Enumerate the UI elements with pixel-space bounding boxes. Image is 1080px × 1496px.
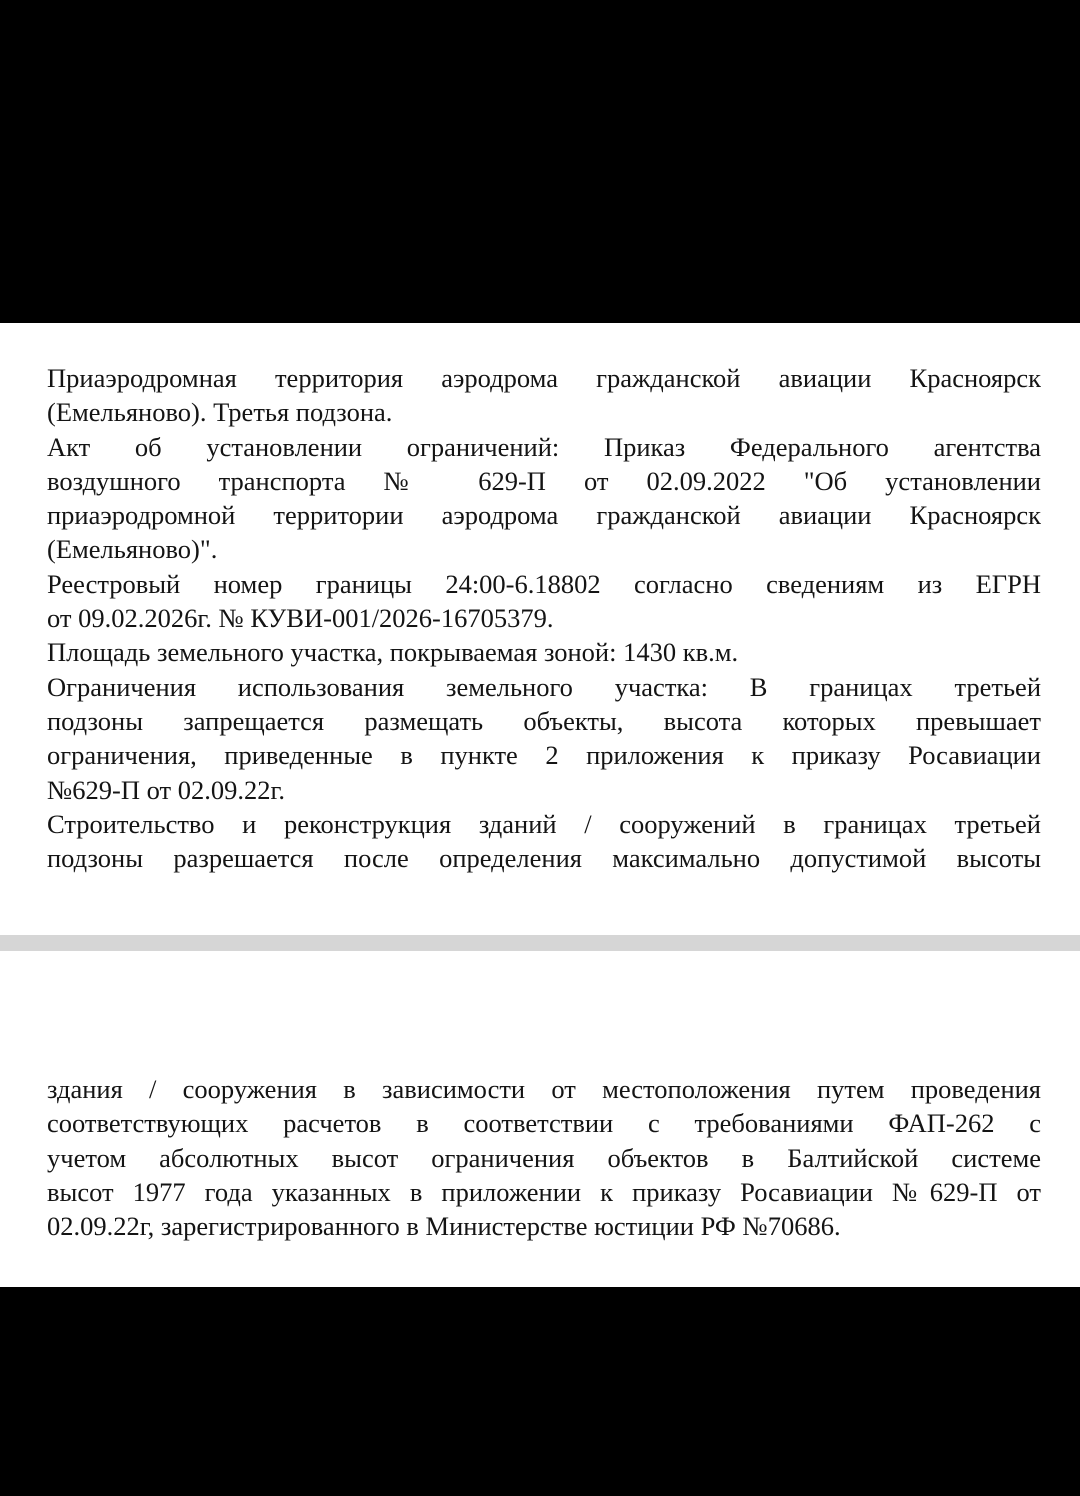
page-1-text (47, 361, 1041, 875)
text-line: №629-П от 02.09.22г. (47, 774, 285, 805)
document-page-2 (0, 951, 1080, 1287)
text-line: 02.09.22г, зарегистрированного в Министерстве юстиции РФ №70686. (47, 1211, 841, 1242)
text-line: воздушного транспорта № 629-П от 02.09.2022 "Об установлении (47, 465, 1041, 496)
page-2-text (47, 1072, 1041, 1243)
text-line: соответствующих расчетов в соответствии с требованиями ФАП-262 с (47, 1108, 1041, 1139)
text-line: Реестровый номер границы 24:00-6.18802 согласно сведениям из ЕГРН (47, 568, 1041, 599)
text-line: Площадь земельного участка, покрываемая зоной: 1430 кв.м. (47, 637, 739, 668)
text-line: Ограничения использования земельного участка: В границах третьей (47, 671, 1041, 702)
text-line: Приаэродромная территория аэродрома гражданской авиации Красноярск (47, 363, 1041, 393)
text-line: здания / сооружения в зависимости от местоположения путем проведения (47, 1074, 1041, 1104)
text-line: подзоны разрешается после определения максимально допустимой высоты (47, 843, 1041, 874)
text-line: высот 1977 года указанных в приложении к приказу Росавиации №629-П от (47, 1176, 1041, 1207)
text-line: подзоны запрещается размещать объекты, высота которых превышает (47, 705, 1041, 736)
document-page-1 (0, 323, 1080, 935)
text-line: учетом абсолютных высот ограничения объектов в Балтийской системе (47, 1142, 1041, 1173)
text-line: (Емельяново). Третья подзона. (47, 397, 393, 428)
text-line: Строительство и реконструкция зданий / сооружений в границах третьей (47, 808, 1041, 839)
text-line: ограничения, приведенные в пункте 2 приложения к приказу Росавиации (47, 740, 1041, 771)
text-line: приаэродромной территории аэродрома гражданской авиации Красноярск (47, 500, 1041, 531)
text-line: от 09.02.2026г. № КУВИ-001/2026-16705379. (47, 603, 554, 634)
text-line: Акт об установлении ограничений: Приказ Федерального агентства (47, 431, 1041, 462)
text-line: (Емельяново)". (47, 534, 218, 565)
page-separator (0, 935, 1080, 951)
